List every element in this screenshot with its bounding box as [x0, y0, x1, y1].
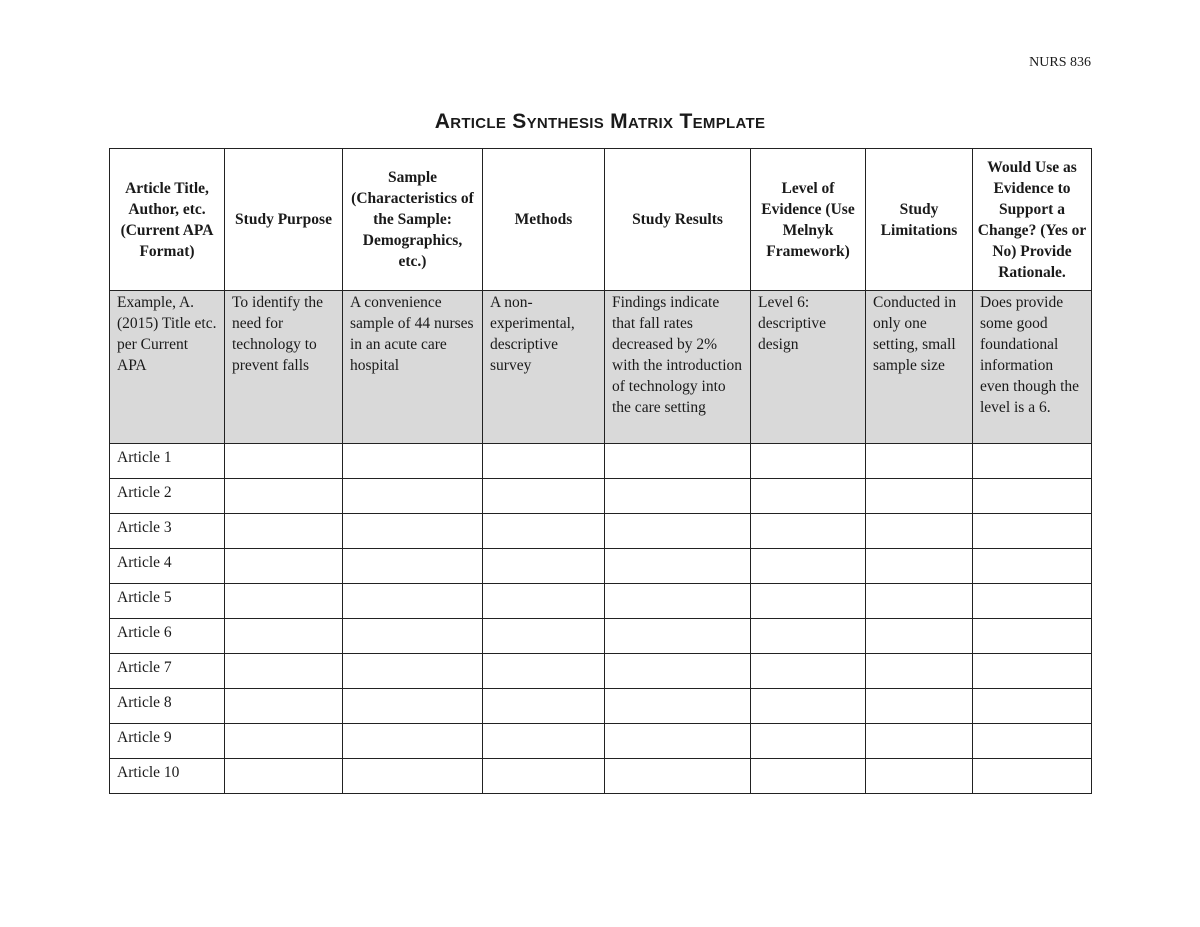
empty-cell[interactable]: [225, 689, 343, 724]
article-label: Article 4: [110, 549, 225, 584]
empty-cell[interactable]: [483, 549, 605, 584]
empty-cell[interactable]: [866, 759, 973, 794]
empty-cell[interactable]: [751, 724, 866, 759]
empty-cell[interactable]: [973, 479, 1092, 514]
empty-cell[interactable]: [483, 759, 605, 794]
column-header: Level of Evidence (Use Melnyk Framework): [751, 149, 866, 291]
page-title: Article Synthesis Matrix Template: [434, 110, 766, 133]
empty-cell[interactable]: [343, 654, 483, 689]
synthesis-matrix-table: [109, 148, 1092, 794]
empty-cell[interactable]: [973, 584, 1092, 619]
empty-cell[interactable]: [483, 619, 605, 654]
empty-cell[interactable]: [605, 654, 751, 689]
empty-cell[interactable]: [973, 444, 1092, 479]
column-header: Sample (Characteristics of the Sample: Demographics, etc.): [343, 149, 483, 291]
empty-cell[interactable]: [751, 759, 866, 794]
empty-cell[interactable]: [225, 584, 343, 619]
article-label: Article 9: [110, 724, 225, 759]
empty-cell[interactable]: [225, 724, 343, 759]
empty-cell[interactable]: [866, 689, 973, 724]
empty-cell[interactable]: [973, 619, 1092, 654]
empty-cell[interactable]: [343, 724, 483, 759]
article-label: Article 7: [110, 654, 225, 689]
empty-cell[interactable]: [866, 444, 973, 479]
empty-cell[interactable]: [605, 444, 751, 479]
empty-cell[interactable]: [973, 514, 1092, 549]
empty-cell[interactable]: [973, 689, 1092, 724]
empty-cell[interactable]: [866, 584, 973, 619]
empty-cell[interactable]: [343, 759, 483, 794]
table-row: [110, 619, 1092, 654]
table-row: [110, 514, 1092, 549]
example-cell: Example, A. (2015) Title etc. per Current APA: [110, 291, 225, 444]
empty-cell[interactable]: [866, 514, 973, 549]
empty-cell[interactable]: [225, 549, 343, 584]
empty-cell[interactable]: [751, 689, 866, 724]
empty-cell[interactable]: [605, 619, 751, 654]
empty-cell[interactable]: [973, 654, 1092, 689]
article-label: Article 5: [110, 584, 225, 619]
empty-cell[interactable]: [343, 549, 483, 584]
empty-cell[interactable]: [343, 689, 483, 724]
column-header: Methods: [483, 149, 605, 291]
article-label: Article 10: [110, 759, 225, 794]
example-cell: To identify the need for technology to prevent falls: [225, 291, 343, 444]
empty-cell[interactable]: [605, 479, 751, 514]
empty-cell[interactable]: [343, 619, 483, 654]
header-row: [110, 149, 1092, 291]
empty-cell[interactable]: [605, 514, 751, 549]
empty-cell[interactable]: [605, 584, 751, 619]
empty-cell[interactable]: [751, 654, 866, 689]
table-row: [110, 654, 1092, 689]
table-row: [110, 549, 1092, 584]
empty-cell[interactable]: [751, 619, 866, 654]
table-row: [110, 444, 1092, 479]
empty-cell[interactable]: [973, 724, 1092, 759]
empty-cell[interactable]: [483, 654, 605, 689]
empty-cell[interactable]: [751, 514, 866, 549]
article-label: Article 1: [110, 444, 225, 479]
empty-cell[interactable]: [225, 619, 343, 654]
table-row: [110, 759, 1092, 794]
empty-cell[interactable]: [225, 759, 343, 794]
example-cell: A non-experimental, descriptive survey: [483, 291, 605, 444]
table-row: [110, 689, 1092, 724]
example-cell: Does provide some good foundational information even though the level is a 6.: [973, 291, 1092, 444]
table-row: [110, 479, 1092, 514]
example-row: [110, 291, 1092, 444]
column-header: Study Limitations: [866, 149, 973, 291]
empty-cell[interactable]: [866, 549, 973, 584]
column-header: Study Results: [605, 149, 751, 291]
empty-cell[interactable]: [343, 514, 483, 549]
column-header: Article Title, Author, etc. (Current APA Format): [110, 149, 225, 291]
empty-cell[interactable]: [343, 584, 483, 619]
empty-cell[interactable]: [751, 444, 866, 479]
empty-cell[interactable]: [483, 444, 605, 479]
empty-cell[interactable]: [483, 584, 605, 619]
empty-cell[interactable]: [751, 584, 866, 619]
empty-cell[interactable]: [866, 654, 973, 689]
example-cell: Findings indicate that fall rates decreased by 2% with the introduction of technology into the care setting: [605, 291, 751, 444]
empty-cell[interactable]: [225, 479, 343, 514]
column-header: Study Purpose: [225, 149, 343, 291]
empty-cell[interactable]: [605, 689, 751, 724]
article-label: Article 2: [110, 479, 225, 514]
article-label: Article 8: [110, 689, 225, 724]
example-cell: Conducted in only one setting, small sample size: [866, 291, 973, 444]
empty-cell[interactable]: [225, 654, 343, 689]
empty-cell[interactable]: [483, 689, 605, 724]
table-row: [110, 584, 1092, 619]
empty-cell[interactable]: [605, 759, 751, 794]
column-header: Would Use as Evidence to Support a Change? (Yes or No) Provide Rationale.: [973, 149, 1092, 291]
empty-cell[interactable]: [483, 479, 605, 514]
course-code: NURS 836: [1029, 55, 1091, 70]
empty-cell[interactable]: [973, 759, 1092, 794]
table-row: [110, 724, 1092, 759]
empty-cell[interactable]: [973, 549, 1092, 584]
empty-cell[interactable]: [866, 479, 973, 514]
empty-cell[interactable]: [605, 724, 751, 759]
empty-cell[interactable]: [225, 514, 343, 549]
article-label: Article 6: [110, 619, 225, 654]
empty-cell[interactable]: [225, 444, 343, 479]
empty-cell[interactable]: [866, 619, 973, 654]
empty-cell[interactable]: [343, 479, 483, 514]
example-cell: Level 6: descriptive design: [751, 291, 866, 444]
empty-cell[interactable]: [605, 549, 751, 584]
empty-cell[interactable]: [483, 514, 605, 549]
empty-cell[interactable]: [343, 444, 483, 479]
example-cell: A convenience sample of 44 nurses in an acute care hospital: [343, 291, 483, 444]
article-label: Article 3: [110, 514, 225, 549]
empty-cell[interactable]: [483, 724, 605, 759]
empty-cell[interactable]: [751, 479, 866, 514]
empty-cell[interactable]: [751, 549, 866, 584]
empty-cell[interactable]: [866, 724, 973, 759]
